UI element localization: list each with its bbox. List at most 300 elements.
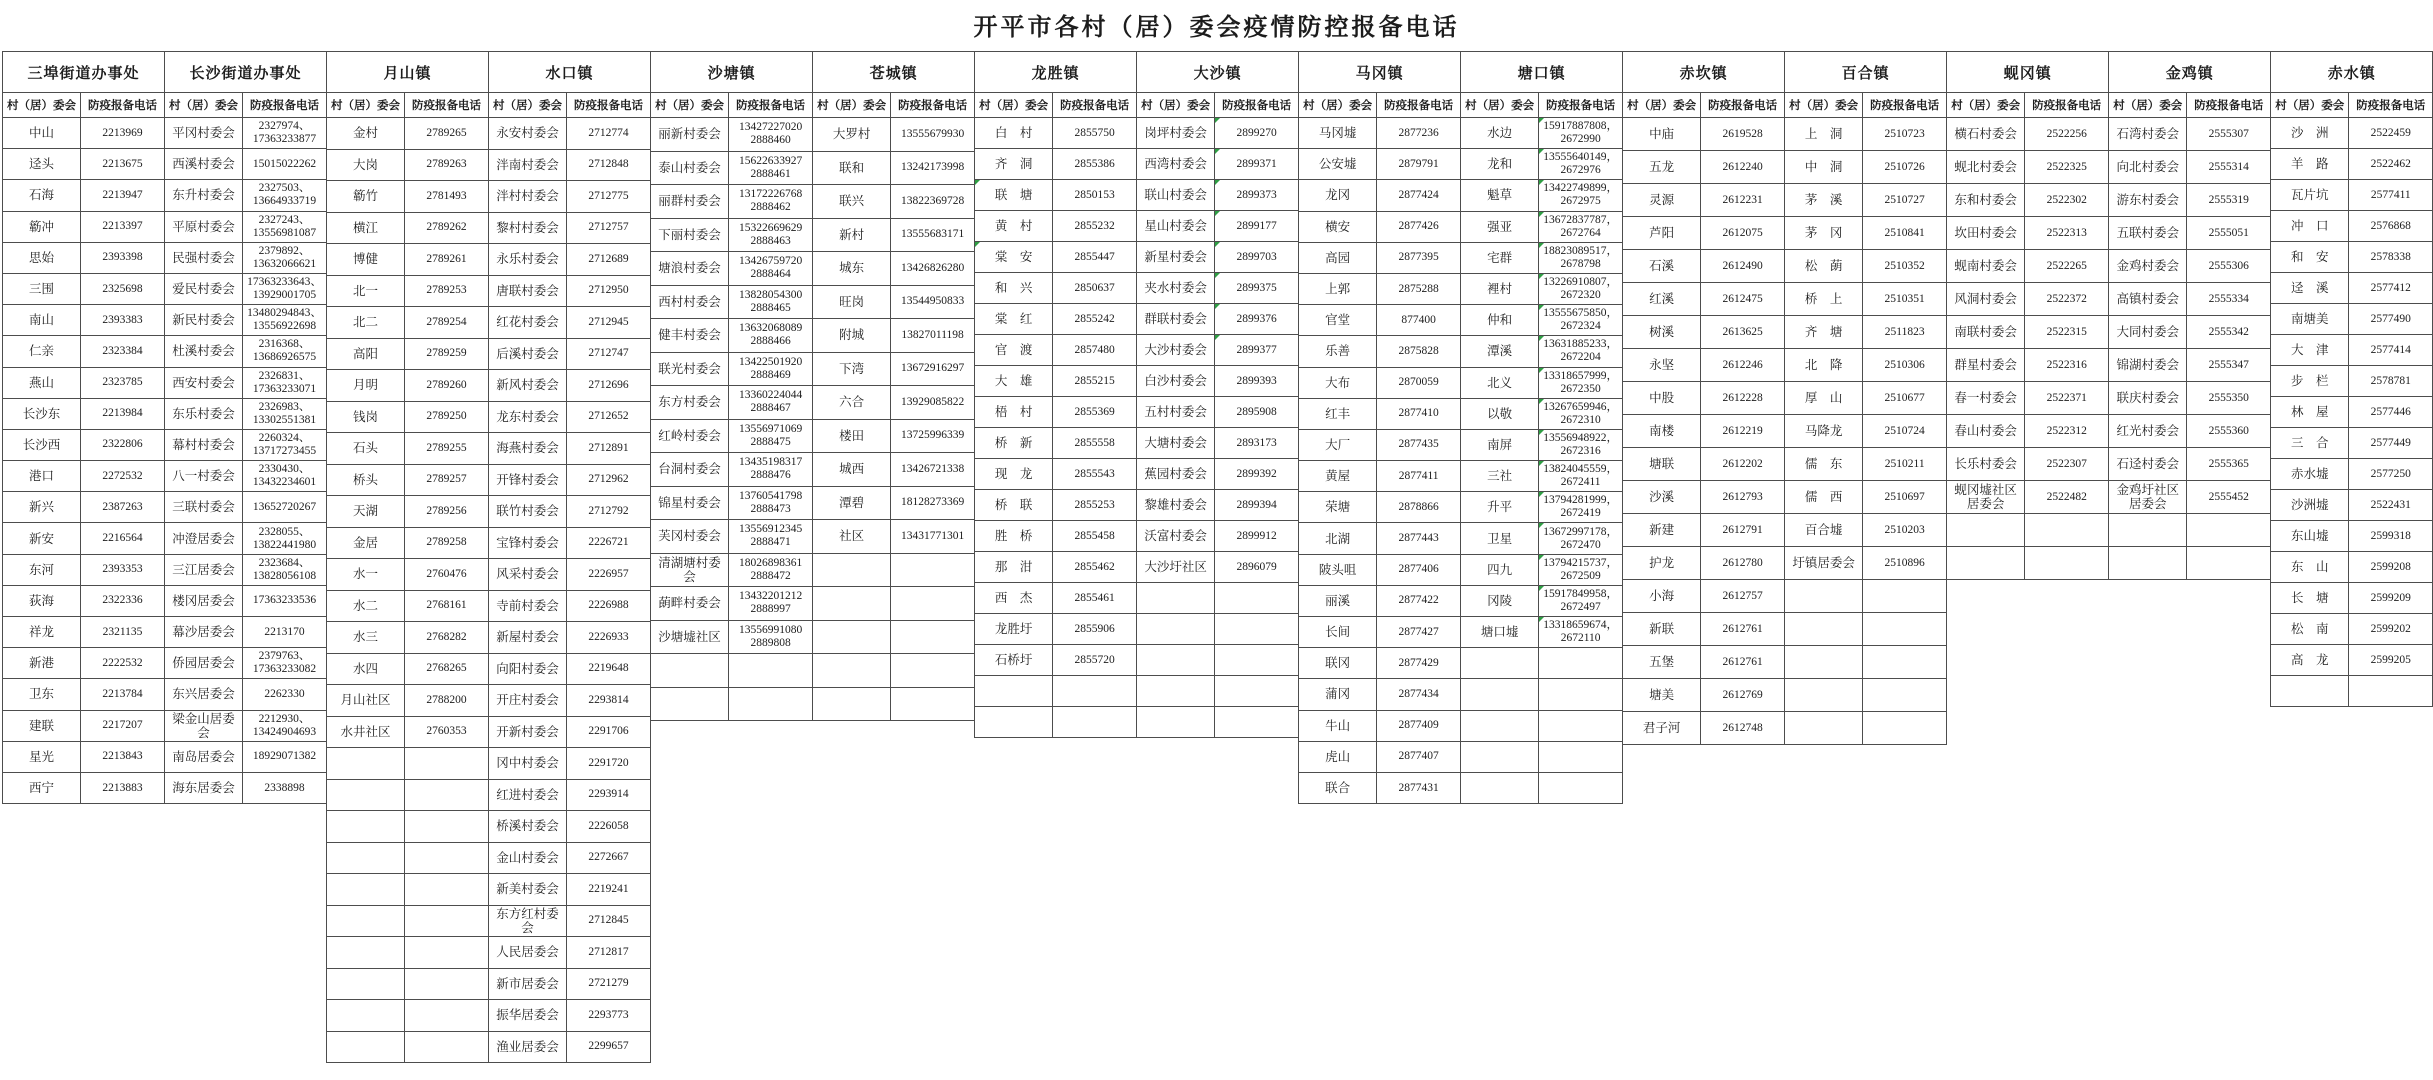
phone-number-cell: 13652720267 xyxy=(243,492,327,523)
column-header-name: 村（居）委会 xyxy=(2109,93,2187,118)
phone-number-cell: 2599205 xyxy=(2349,645,2433,676)
committee-name-cell: 齐 塘 xyxy=(1785,316,1863,349)
committee-name-cell xyxy=(2109,547,2187,580)
phone-number-cell: 2721279 xyxy=(567,968,651,1000)
table-row xyxy=(3,149,327,180)
committee-name-cell: 北 降 xyxy=(1785,349,1863,382)
committee-name-cell: 长 塘 xyxy=(2271,583,2349,614)
committee-name-cell: 泮村村委会 xyxy=(489,181,567,213)
table-row xyxy=(651,386,975,420)
phone-number-cell: 2760353 xyxy=(405,716,489,748)
committee-name-cell: 宝锋村委会 xyxy=(489,527,567,559)
committee-name-cell: 荣塘 xyxy=(1299,492,1377,523)
table-row xyxy=(651,687,975,721)
phone-number-cell: 2510677 xyxy=(1863,382,1947,415)
committee-name-cell: 金鸡圩社区居委会 xyxy=(2109,481,2187,514)
committee-name-cell: 新美村委会 xyxy=(489,874,567,906)
phone-number-cell: 2213170 xyxy=(243,617,327,648)
committee-name-cell: 新联 xyxy=(1623,613,1701,646)
table-row xyxy=(1623,415,1947,448)
table-row xyxy=(3,367,327,398)
phone-number-cell: 2612202 xyxy=(1701,448,1785,481)
table-row xyxy=(1299,336,1623,367)
phone-number-cell: 13824045559，2672411 xyxy=(1539,461,1623,492)
committee-name-cell xyxy=(327,1031,405,1063)
committee-name-cell xyxy=(327,748,405,780)
phone-number-cell: 13827011198 xyxy=(891,319,975,353)
table-row xyxy=(1299,211,1623,242)
committee-name-cell: 水一 xyxy=(327,559,405,591)
phone-number-cell: 2510726 xyxy=(1863,151,1947,184)
table-row xyxy=(1947,415,2271,448)
phone-number-cell: 2899392 xyxy=(1215,459,1299,490)
committee-name-cell: 水二 xyxy=(327,590,405,622)
column-header-phone: 防疫报备电话 xyxy=(2025,93,2109,118)
committee-name-cell: 联兴 xyxy=(813,185,891,219)
committee-name-cell: 开庄村委会 xyxy=(489,685,567,717)
table-row xyxy=(651,252,975,286)
committee-name-cell: 石头 xyxy=(327,433,405,465)
committee-name-cell: 东升村委会 xyxy=(165,180,243,211)
committee-name-cell: 联合 xyxy=(1299,772,1377,803)
phone-number-cell: 2555342 xyxy=(2187,316,2271,349)
phone-number-cell xyxy=(2025,547,2109,580)
phone-number-cell: 2789260 xyxy=(405,370,489,402)
phone-number-cell: 2899394 xyxy=(1215,490,1299,521)
table-row xyxy=(3,617,327,648)
committee-name-cell: 桥头 xyxy=(327,464,405,496)
committee-name-cell: 新建 xyxy=(1623,514,1701,547)
committee-name-cell: 长乐村委会 xyxy=(1947,448,2025,481)
committee-name-cell: 龙冈 xyxy=(1299,180,1377,211)
committee-name-cell: 上 洞 xyxy=(1785,118,1863,151)
committee-name-cell: 附城 xyxy=(813,319,891,353)
table-row xyxy=(3,273,327,304)
phone-number-cell: 13555679930 xyxy=(891,118,975,152)
phone-number-cell: 2612240 xyxy=(1701,151,1785,184)
committee-name-cell: 树溪 xyxy=(1623,316,1701,349)
table-row xyxy=(1299,242,1623,273)
phone-number-cell: 2299657 xyxy=(567,1031,651,1063)
committee-name-cell xyxy=(327,811,405,843)
town-table-蚬冈镇-金鸡镇 xyxy=(1946,51,2271,580)
phone-number-cell: 2212930、13424904693 xyxy=(243,710,327,741)
committee-name-cell: 龙和 xyxy=(1461,149,1539,180)
table-row xyxy=(327,685,651,717)
committee-name-cell: 棠 安 xyxy=(975,242,1053,273)
committee-name-cell xyxy=(1137,614,1215,645)
table-row xyxy=(327,149,651,181)
table-row xyxy=(327,496,651,528)
town-title: 三埠街道办事处 xyxy=(3,52,165,93)
town-title: 塘口镇 xyxy=(1461,52,1623,93)
committee-name-cell: 塘浪村委会 xyxy=(651,252,729,286)
committee-name-cell: 簕竹 xyxy=(327,181,405,213)
committee-name-cell: 沙 洲 xyxy=(2271,118,2349,149)
committee-name-cell: 潭溪 xyxy=(1461,336,1539,367)
table-row xyxy=(1623,382,1947,415)
committee-name-cell: 下湾 xyxy=(813,352,891,386)
committee-name-cell: 三围 xyxy=(3,273,81,304)
phone-number-cell xyxy=(729,654,813,688)
committee-name-cell: 陂头咀 xyxy=(1299,554,1377,585)
committee-name-cell: 高阳 xyxy=(327,338,405,370)
phone-number-cell xyxy=(1539,679,1623,710)
phone-number-cell: 2877410 xyxy=(1377,398,1461,429)
phone-number-cell: 2330430、13432234601 xyxy=(243,461,327,492)
committee-name-cell: 红光村委会 xyxy=(2109,415,2187,448)
column-header-phone: 防疫报备电话 xyxy=(1539,93,1623,118)
committee-name-cell: 平原村委会 xyxy=(165,211,243,242)
phone-number-cell: 2291720 xyxy=(567,748,651,780)
committee-name-cell: 金鸡村委会 xyxy=(2109,250,2187,283)
phone-number-cell: 2213397 xyxy=(81,211,165,242)
phone-number-cell: 2877411 xyxy=(1377,461,1461,492)
committee-name-cell: 蒲冈 xyxy=(1299,679,1377,710)
committee-name-cell: 沙溪 xyxy=(1623,481,1701,514)
phone-number-cell: 2522307 xyxy=(2025,448,2109,481)
table-row xyxy=(1299,118,1623,149)
phone-number-cell: 2260324、13717273455 xyxy=(243,429,327,460)
committee-name-cell: 寺前村委会 xyxy=(489,590,567,622)
committee-name-cell: 长沙东 xyxy=(3,398,81,429)
table-row xyxy=(1623,151,1947,184)
phone-number-cell: 2226721 xyxy=(567,527,651,559)
phone-number-cell xyxy=(1215,707,1299,738)
table-row xyxy=(327,464,651,496)
phone-number-cell xyxy=(1863,712,1947,745)
phone-number-cell: 2789250 xyxy=(405,401,489,433)
phone-number-cell: 2226058 xyxy=(567,811,651,843)
committee-name-cell: 夹水村委会 xyxy=(1137,273,1215,304)
committee-name-cell: 永安村委会 xyxy=(489,118,567,150)
phone-number-cell xyxy=(1539,772,1623,803)
table-row xyxy=(975,273,1299,304)
committee-name-cell: 西村村委会 xyxy=(651,285,729,319)
committee-name-cell xyxy=(327,1000,405,1032)
committee-name-cell xyxy=(1461,648,1539,679)
phone-number-cell: 2789261 xyxy=(405,244,489,276)
phone-number-cell: 13426759720 2888464 xyxy=(729,252,813,286)
committee-name-cell: 渔业居委会 xyxy=(489,1031,567,1063)
committee-name-cell: 风洞村委会 xyxy=(1947,283,2025,316)
committee-name-cell: 以敬 xyxy=(1461,398,1539,429)
committee-name-cell: 六合 xyxy=(813,386,891,420)
table-row xyxy=(1623,580,1947,613)
phone-number-cell: 2387263 xyxy=(81,492,165,523)
table-row xyxy=(1299,585,1623,616)
committee-name-cell: 茅 冈 xyxy=(1785,217,1863,250)
table-row xyxy=(3,710,327,741)
table-row xyxy=(2271,490,2433,521)
phone-number-cell: 2612769 xyxy=(1701,679,1785,712)
phone-number-cell: 2878866 xyxy=(1377,492,1461,523)
table-row xyxy=(1623,712,1947,745)
committee-name-cell: 官堂 xyxy=(1299,305,1377,336)
committee-name-cell: 岗坪村委会 xyxy=(1137,118,1215,149)
table-row xyxy=(327,118,651,150)
committee-name-cell: 金山村委会 xyxy=(489,842,567,874)
phone-number-cell: 2712945 xyxy=(567,307,651,339)
committee-name-cell: 幕沙居委会 xyxy=(165,617,243,648)
committee-name-cell: 中山 xyxy=(3,118,81,149)
committee-name-cell xyxy=(1947,514,2025,547)
phone-number-cell: 13435198317 2888476 xyxy=(729,453,813,487)
committee-name-cell xyxy=(1137,645,1215,676)
phone-number-cell: 2855906 xyxy=(1053,614,1137,645)
table-row xyxy=(651,319,975,353)
phone-number-cell: 13426721338 xyxy=(891,453,975,487)
phone-number-cell xyxy=(405,811,489,843)
phone-number-cell: 13760541798 2888473 xyxy=(729,486,813,520)
committee-name-cell: 新星村委会 xyxy=(1137,242,1215,273)
phone-number-cell: 2555334 xyxy=(2187,283,2271,316)
phone-number-cell: 2789259 xyxy=(405,338,489,370)
phone-number-cell: 2213843 xyxy=(81,741,165,772)
phone-number-cell xyxy=(1863,646,1947,679)
phone-number-cell: 13544950833 xyxy=(891,285,975,319)
table-row xyxy=(2271,614,2433,645)
town-title: 苍城镇 xyxy=(813,52,975,93)
committee-name-cell: 牛山 xyxy=(1299,710,1377,741)
phone-number-cell: 2510896 xyxy=(1863,547,1947,580)
table-row xyxy=(327,968,651,1000)
phone-number-cell: 18026898361 2888472 xyxy=(729,553,813,587)
committee-name-cell: 蚬冈墟社区居委会 xyxy=(1947,481,2025,514)
table-row xyxy=(2271,211,2433,242)
phone-number-cell: 2877424 xyxy=(1377,180,1461,211)
committee-name-cell: 红丰 xyxy=(1299,398,1377,429)
column-header-phone: 防疫报备电话 xyxy=(1701,93,1785,118)
committee-name-cell: 白沙村委会 xyxy=(1137,366,1215,397)
committee-name-cell: 五联村委会 xyxy=(2109,217,2187,250)
phone-number-cell: 2895908 xyxy=(1215,397,1299,428)
phone-number-cell: 2855369 xyxy=(1053,397,1137,428)
committee-name-cell: 塘联 xyxy=(1623,448,1701,481)
committee-name-cell: 水井社区 xyxy=(327,716,405,748)
committee-name-cell: 西安村委会 xyxy=(165,367,243,398)
table-row xyxy=(1623,184,1947,217)
phone-number-cell xyxy=(1215,614,1299,645)
committee-name-cell: 五堡 xyxy=(1623,646,1701,679)
phone-number-cell: 2393398 xyxy=(81,242,165,273)
committee-name-cell: 群星村委会 xyxy=(1947,349,2025,382)
table-row xyxy=(1947,118,2271,151)
committee-name-cell: 龙东村委会 xyxy=(489,401,567,433)
committee-name-cell: 中股 xyxy=(1623,382,1701,415)
committee-name-cell: 塘口墟 xyxy=(1461,617,1539,648)
committee-name-cell: 瓦片坑 xyxy=(2271,180,2349,211)
phone-number-cell: 2326983、13302551381 xyxy=(243,398,327,429)
committee-name-cell: 星山村委会 xyxy=(1137,211,1215,242)
committee-name-cell: 丽新村委会 xyxy=(651,118,729,152)
table-row xyxy=(2271,149,2433,180)
phone-number-cell: 2712891 xyxy=(567,433,651,465)
phone-number-cell: 13555683171 xyxy=(891,218,975,252)
table-row xyxy=(327,212,651,244)
phone-number-cell: 2612075 xyxy=(1701,217,1785,250)
column-header-name: 村（居）委会 xyxy=(2271,93,2349,118)
committee-name-cell: 圩镇居委会 xyxy=(1785,547,1863,580)
committee-name-cell xyxy=(1785,580,1863,613)
committee-name-cell: 联冈 xyxy=(1299,648,1377,679)
committee-name-cell: 振华居委会 xyxy=(489,1000,567,1032)
committee-name-cell: 西湾村委会 xyxy=(1137,149,1215,180)
phone-number-cell: 2857480 xyxy=(1053,335,1137,366)
committee-name-cell xyxy=(2109,514,2187,547)
phone-number-cell: 2323684、13828056108 xyxy=(243,554,327,585)
phone-number-cell: 2789258 xyxy=(405,527,489,559)
table-row xyxy=(1299,523,1623,554)
table-row xyxy=(3,523,327,554)
table-row xyxy=(1947,316,2271,349)
phone-number-cell: 2875828 xyxy=(1377,336,1461,367)
phone-number-cell: 17363233536 xyxy=(243,585,327,616)
committee-name-cell: 冈中村委会 xyxy=(489,748,567,780)
table-row xyxy=(651,185,975,219)
phone-number-cell: 2612757 xyxy=(1701,580,1785,613)
table-row xyxy=(2271,645,2433,676)
committee-name-cell: 和 兴 xyxy=(975,273,1053,304)
town-title: 沙塘镇 xyxy=(651,52,813,93)
committee-name-cell: 黎村村委会 xyxy=(489,212,567,244)
committee-name-cell: 现 龙 xyxy=(975,459,1053,490)
committee-name-cell: 北湖 xyxy=(1299,523,1377,554)
table-row xyxy=(1947,481,2271,514)
table-row xyxy=(1623,316,1947,349)
phone-number-cell: 2712689 xyxy=(567,244,651,276)
committee-name-cell: 风采村委会 xyxy=(489,559,567,591)
phone-number-cell: 2899371 xyxy=(1215,149,1299,180)
committee-name-cell: 城东 xyxy=(813,252,891,286)
committee-name-cell: 大厂 xyxy=(1299,429,1377,460)
committee-name-cell: 杜溪村委会 xyxy=(165,336,243,367)
table-row xyxy=(3,398,327,429)
column-header-name: 村（居）委会 xyxy=(1137,93,1215,118)
committee-name-cell: 冈陵 xyxy=(1461,585,1539,616)
column-header-phone: 防疫报备电话 xyxy=(405,93,489,118)
table-row xyxy=(1623,217,1947,250)
phone-number-cell: 2219241 xyxy=(567,874,651,906)
town-table-月山镇-水口镇 xyxy=(326,51,651,1063)
committee-name-cell: 新屋村委会 xyxy=(489,622,567,654)
committee-name-cell: 石迳村委会 xyxy=(2109,448,2187,481)
committee-name-cell: 唐联村委会 xyxy=(489,275,567,307)
phone-number-cell: 13360224044 2888467 xyxy=(729,386,813,420)
committee-name-cell xyxy=(813,687,891,721)
phone-number-cell xyxy=(1539,710,1623,741)
committee-name-cell: 新风村委会 xyxy=(489,370,567,402)
table-row xyxy=(1623,118,1947,151)
committee-name-cell: 幕村村委会 xyxy=(165,429,243,460)
committee-name-cell: 新村 xyxy=(813,218,891,252)
town-title: 水口镇 xyxy=(489,52,651,93)
table-row xyxy=(3,648,327,679)
committee-name-cell: 红进村委会 xyxy=(489,779,567,811)
phone-number-cell: 13794281999，2672419 xyxy=(1539,492,1623,523)
committee-name-cell: 沃富村委会 xyxy=(1137,521,1215,552)
phone-number-cell: 2577449 xyxy=(2349,428,2433,459)
phone-number-cell: 13725996339 xyxy=(891,419,975,453)
phone-number-cell: 2338898 xyxy=(243,772,327,803)
column-header-name: 村（居）委会 xyxy=(975,93,1053,118)
committee-name-cell: 芙冈村委会 xyxy=(651,520,729,554)
committee-name-cell: 南联村委会 xyxy=(1947,316,2025,349)
table-row xyxy=(1623,679,1947,712)
table-row xyxy=(975,149,1299,180)
column-header-name: 村（居）委会 xyxy=(1947,93,2025,118)
table-row xyxy=(1947,184,2271,217)
table-row xyxy=(1947,250,2271,283)
committee-name-cell xyxy=(2271,676,2349,707)
phone-number-cell: 2712962 xyxy=(567,464,651,496)
phone-number-cell xyxy=(1215,676,1299,707)
phone-number-cell: 2213675 xyxy=(81,149,165,180)
table-row xyxy=(1299,305,1623,336)
committee-name-cell: 星光 xyxy=(3,741,81,772)
committee-name-cell xyxy=(327,842,405,874)
phone-number-cell: 2293814 xyxy=(567,685,651,717)
phone-number-cell: 2877427 xyxy=(1377,617,1461,648)
table-row xyxy=(975,645,1299,676)
table-row xyxy=(1623,481,1947,514)
committee-name-cell: 新市居委会 xyxy=(489,968,567,1000)
phone-number-cell xyxy=(1539,741,1623,772)
table-row xyxy=(327,275,651,307)
phone-number-cell xyxy=(405,905,489,937)
table-row xyxy=(3,242,327,273)
phone-number-cell xyxy=(891,687,975,721)
committee-name-cell: 马降龙 xyxy=(1785,415,1863,448)
committee-name-cell: 龙胜圩 xyxy=(975,614,1053,645)
committee-name-cell: 社区 xyxy=(813,520,891,554)
committee-name-cell: 人民居委会 xyxy=(489,937,567,969)
committee-name-cell: 石桥圩 xyxy=(975,645,1053,676)
phone-number-cell: 2877426 xyxy=(1377,211,1461,242)
table-row xyxy=(1623,283,1947,316)
phone-number-cell: 2896079 xyxy=(1215,552,1299,583)
committee-name-cell: 北义 xyxy=(1461,367,1539,398)
phone-number-cell xyxy=(1863,679,1947,712)
committee-name-cell: 东兴居委会 xyxy=(165,679,243,710)
table-row xyxy=(3,211,327,242)
table-row xyxy=(651,654,975,688)
committee-name-cell xyxy=(327,968,405,1000)
phone-number-cell: 2613625 xyxy=(1701,316,1785,349)
phone-number-cell: 13422749899，2672975 xyxy=(1539,180,1623,211)
table-row xyxy=(327,433,651,465)
committee-name-cell: 虎山 xyxy=(1299,741,1377,772)
phone-number-cell: 2555319 xyxy=(2187,184,2271,217)
phone-number-cell: 2612231 xyxy=(1701,184,1785,217)
committee-name-cell xyxy=(975,707,1053,738)
town-title: 赤水镇 xyxy=(2271,52,2433,93)
table-row xyxy=(327,590,651,622)
committee-name-cell: 乐善 xyxy=(1299,336,1377,367)
committee-name-cell xyxy=(975,676,1053,707)
phone-number-cell: 2322336 xyxy=(81,585,165,616)
committee-name-cell xyxy=(327,874,405,906)
table-row xyxy=(1947,349,2271,382)
committee-name-cell: 东河 xyxy=(3,554,81,585)
committee-name-cell xyxy=(327,905,405,937)
table-row xyxy=(327,559,651,591)
phone-number-cell: 15917849958，2672497 xyxy=(1539,585,1623,616)
committee-name-cell: 大岗 xyxy=(327,149,405,181)
committee-name-cell: 高 龙 xyxy=(2271,645,2349,676)
committee-name-cell: 健丰村委会 xyxy=(651,319,729,353)
table-row xyxy=(327,653,651,685)
